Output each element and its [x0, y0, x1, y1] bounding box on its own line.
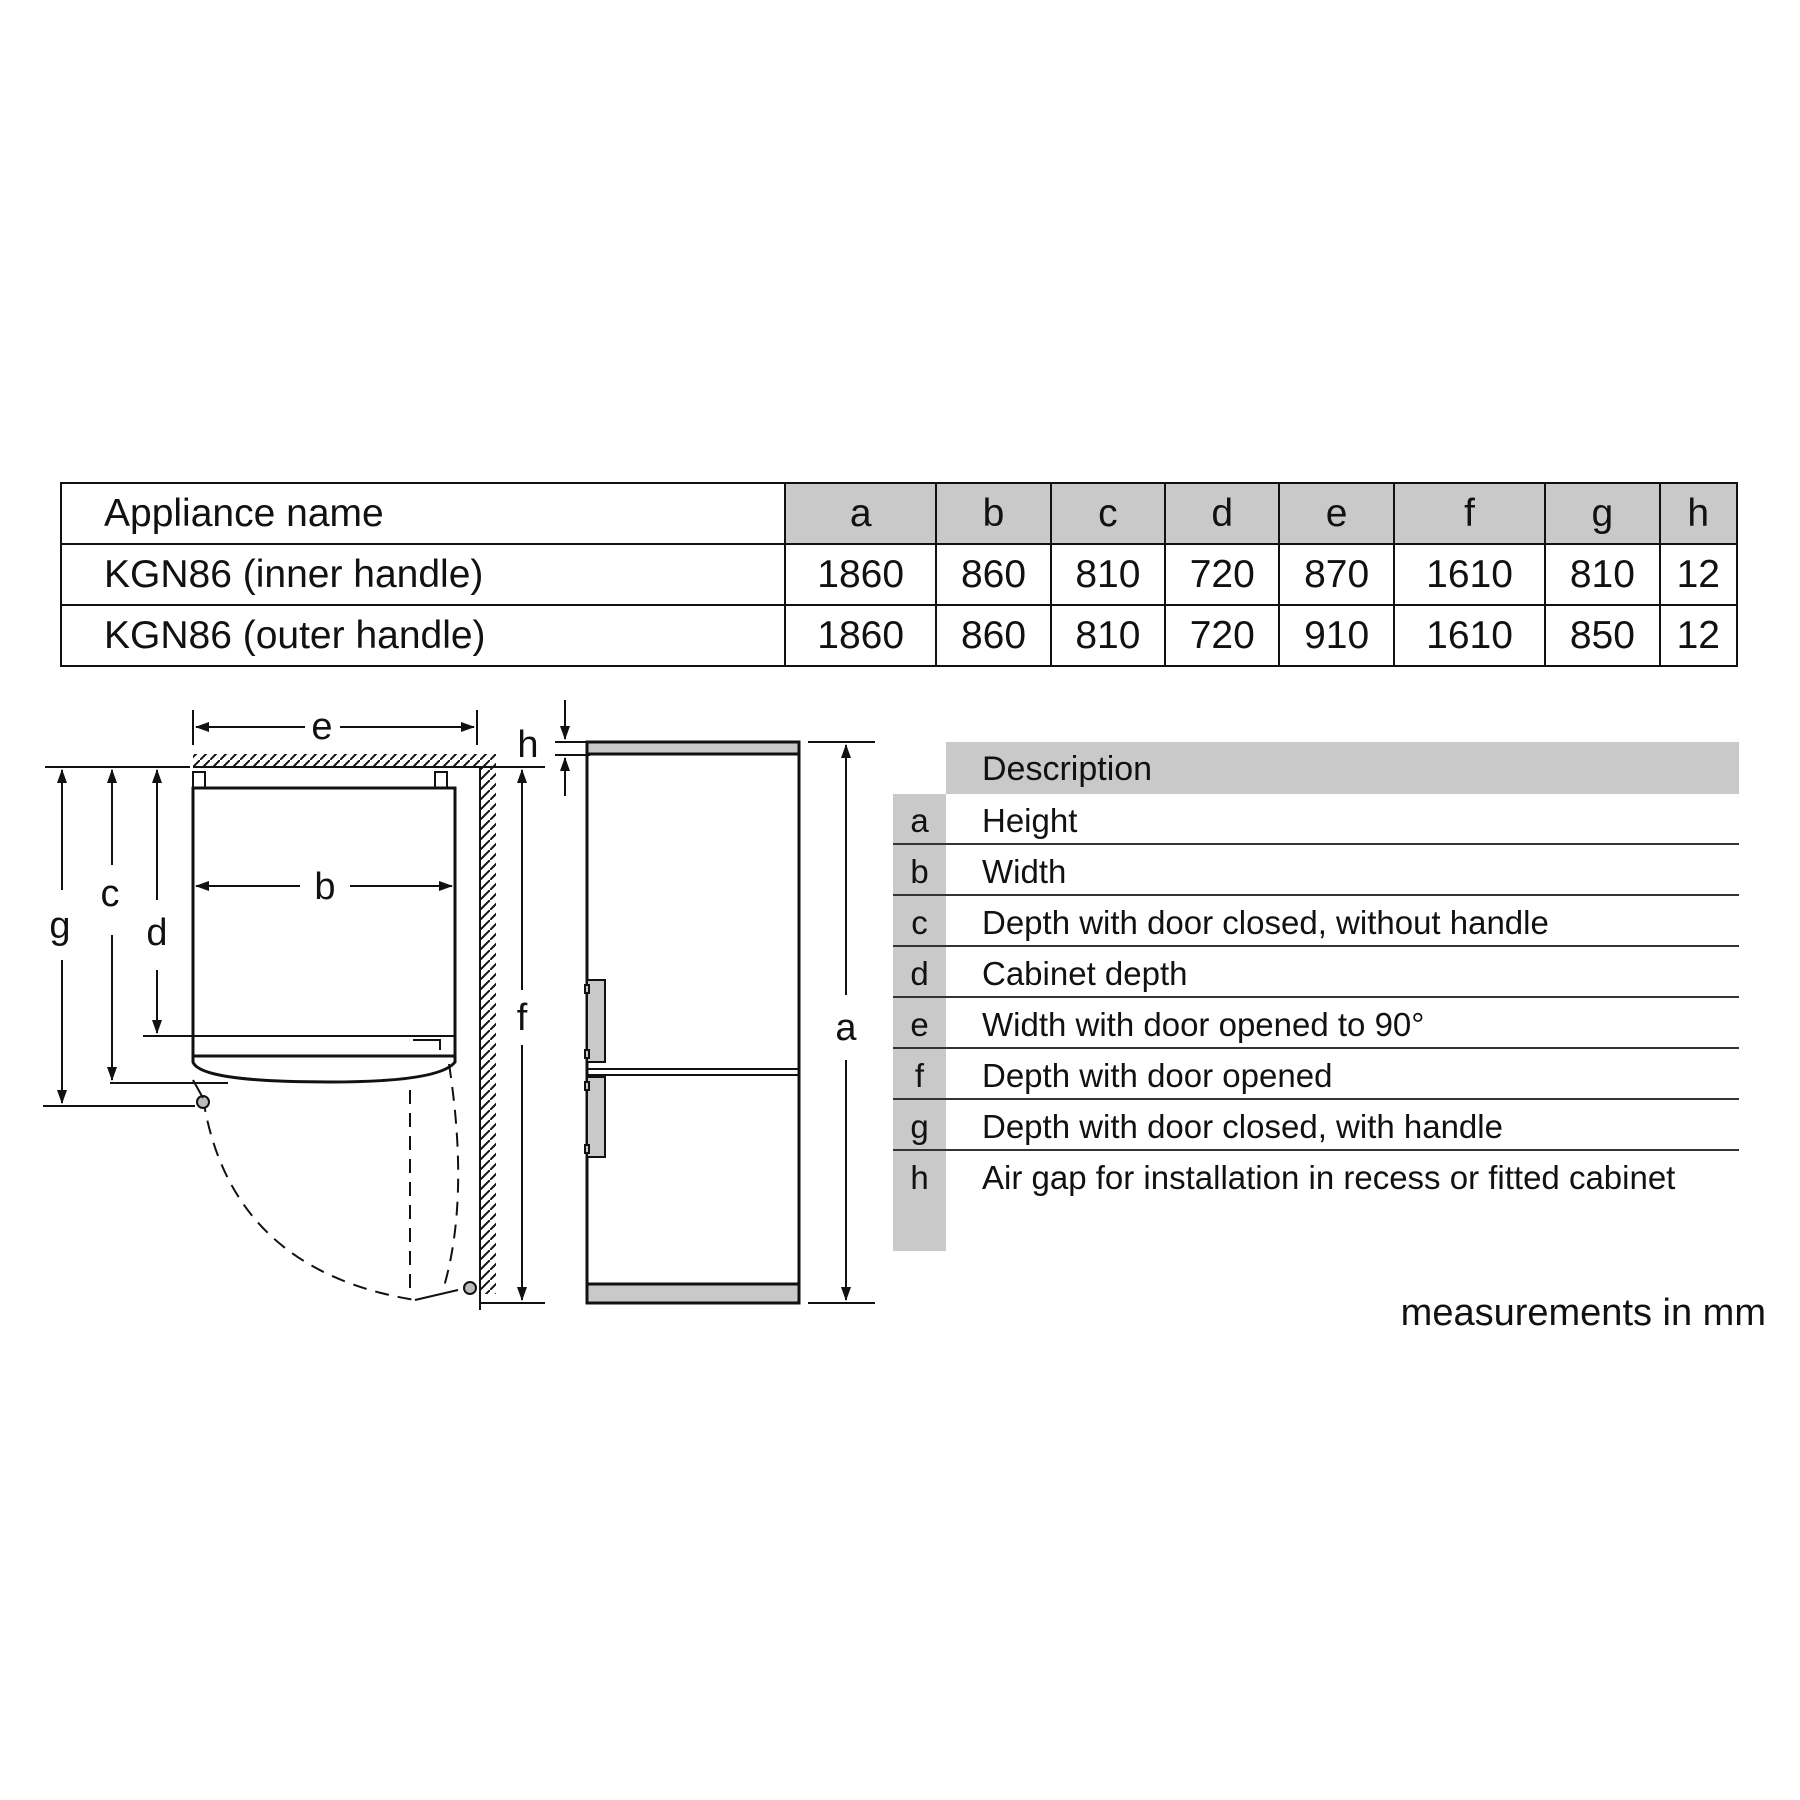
list-item	[893, 1049, 1739, 1100]
header-b: b	[936, 483, 1050, 544]
cabinet-top-view	[193, 772, 455, 1082]
value-f-cell: 1610	[1394, 544, 1545, 605]
label-d: d	[146, 912, 168, 954]
legend-key: e	[910, 1006, 929, 1043]
value-c-cell: 810	[1051, 605, 1165, 666]
appliance-name-cell: KGN86 (outer handle)	[61, 605, 785, 666]
value-h-cell: 12	[1660, 605, 1737, 666]
value-e-cell: 910	[1279, 605, 1393, 666]
value-c-cell: 810	[1051, 544, 1165, 605]
value-d-cell: 720	[1165, 605, 1279, 666]
legend-header-label: Description	[982, 750, 1153, 788]
legend-key: d	[910, 955, 929, 992]
header-g: g	[1545, 483, 1659, 544]
value-d-cell: 720	[1165, 544, 1279, 605]
legend-key: c	[911, 904, 928, 941]
appliance-name-cell: KGN86 (inner handle)	[61, 544, 785, 605]
legend-key: b	[910, 853, 929, 890]
label-g: g	[49, 905, 71, 947]
list-item	[893, 794, 1739, 845]
wall	[193, 754, 496, 1310]
value-g-cell: 810	[1545, 544, 1659, 605]
header-h: h	[1660, 483, 1737, 544]
door-handle	[585, 980, 605, 1062]
legend-text: Width	[982, 853, 1067, 890]
door-handle	[585, 1077, 605, 1157]
label-f: f	[516, 997, 528, 1039]
hinge-icon	[197, 1096, 476, 1294]
dimension-e	[193, 710, 477, 745]
legend-text: Height	[982, 802, 1078, 839]
header-e: e	[1279, 483, 1393, 544]
legend-text: Width with door opened to 90°	[982, 1006, 1425, 1043]
legend-header	[946, 742, 1739, 794]
label-e: e	[311, 706, 333, 748]
door-swing	[203, 1064, 458, 1300]
list-item	[893, 998, 1739, 1049]
fridge-front-view	[587, 742, 799, 1303]
label-h: h	[517, 724, 539, 766]
list-item	[893, 1151, 1739, 1202]
header-a: a	[785, 483, 936, 544]
label-b: b	[314, 866, 336, 908]
list-item	[893, 947, 1739, 998]
header-c: c	[1051, 483, 1165, 544]
dimension-h	[555, 700, 590, 796]
legend-text: Depth with door closed, with handle	[982, 1108, 1503, 1145]
value-a-cell: 1860	[785, 605, 936, 666]
value-e-cell: 870	[1279, 544, 1393, 605]
header-appliance-name: Appliance name	[61, 483, 785, 544]
units-note: measurements in mm	[1400, 1292, 1766, 1334]
header-f: f	[1394, 483, 1545, 544]
list-item	[893, 896, 1739, 947]
value-b-cell: 860	[936, 605, 1050, 666]
legend-text: Depth with door opened	[982, 1057, 1333, 1094]
value-b-cell: 860	[936, 544, 1050, 605]
value-g-cell: 850	[1545, 605, 1659, 666]
header-d: d	[1165, 483, 1279, 544]
legend-text: Air gap for installation in recess or fitted cabinet	[982, 1159, 1676, 1196]
label-c: c	[100, 873, 120, 915]
value-f-cell: 1610	[1394, 605, 1545, 666]
legend-key: f	[914, 1057, 925, 1094]
label-a: a	[835, 1007, 857, 1049]
legend-key: g	[910, 1108, 929, 1145]
value-a-cell: 1860	[785, 544, 936, 605]
value-h-cell: 12	[1660, 544, 1737, 605]
list-item	[893, 845, 1739, 896]
legend-key: h	[910, 1159, 929, 1196]
legend-key: a	[910, 802, 929, 839]
list-item	[893, 1100, 1739, 1151]
legend-text: Depth with door closed, without handle	[982, 904, 1549, 941]
legend-text: Cabinet depth	[982, 955, 1188, 992]
